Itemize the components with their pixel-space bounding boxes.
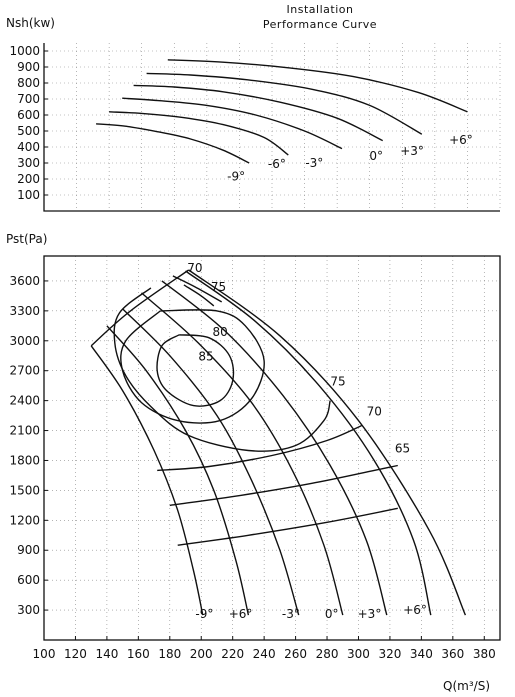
pressure-x-tick-label: 260 [284,647,308,661]
pressure-x-tick-label: 180 [158,647,182,661]
power-curve-label: -9° [227,169,246,184]
efficiency-curve [170,466,398,506]
pressure-x-tick-label: 360 [441,647,465,661]
pressure-y-tick-label: 3000 [9,333,40,348]
header-title-line2: Performance Curve [262,18,378,31]
efficiency-label: 75 [330,374,346,389]
pressure-y-tick-label: 1800 [9,453,40,468]
efficiency-label: 65 [394,441,411,456]
power-y-tick-label: 500 [17,124,40,138]
pressure-y-tick-label: 3300 [9,303,40,318]
pressure-y-tick-label: 900 [17,543,40,558]
power-curve-label: -6° [267,156,286,171]
pressure-y-tick-label: 3600 [9,273,40,288]
power-y-tick-label: 800 [17,76,40,90]
pressure-y-tick-label: 2400 [9,393,40,408]
efficiency-label: 70 [366,404,382,419]
pressure-curve-label: +6° [403,603,427,618]
efficiency-label: 70 [187,260,203,275]
pressure-x-tick-label: 300 [347,647,370,661]
pressure-curve-label: -3° [281,607,300,622]
pressure-x-axis-label: Q(m³/S) [443,679,490,693]
power-y-tick-label: 600 [17,108,40,122]
pressure-curve-label: 0° [324,607,339,622]
power-chart [6,16,500,211]
pressure-x-tick-label: 340 [409,647,433,661]
pressure-y-tick-label: 1200 [9,513,40,528]
efficiency-curve [157,426,361,471]
power-grid [44,43,500,211]
pressure-y-tick-label: 2700 [9,363,40,378]
pressure-x-tick-label: 220 [221,647,245,661]
pressure-grid [44,256,500,640]
power-y-axis-label: Nsh(kw) [6,16,55,30]
pressure-x-tick-label: 160 [126,647,150,661]
efficiency-label: 75 [210,279,227,294]
power-y-tick-label: 700 [17,92,40,106]
pressure-x-tick-label: 320 [378,647,402,661]
pressure-x-tick-label: 280 [315,647,339,661]
pressure-y-axis-label: Pst(Pa) [6,232,48,246]
power-curve-label: 0° [369,148,384,163]
power-y-tick-label: 900 [17,60,40,74]
power-curve-label: -3° [305,156,324,170]
power-y-tick-label: 1000 [9,44,40,58]
pressure-curve [91,346,203,615]
power-curve-label: +6° [449,132,473,147]
power-curve [96,124,249,163]
efficiency-curve [178,508,398,545]
power-curve [109,112,288,155]
power-y-tick-label: 300 [17,156,40,170]
pressure-x-tick-label: 140 [95,647,119,661]
efficiency-label: 85 [198,349,214,364]
power-curve-label: +3° [400,144,424,158]
pressure-y-tick-label: 300 [17,603,40,618]
pressure-curve-label: +6° [228,607,253,622]
header-title-line1: Installation [286,3,354,16]
power-curve [122,98,342,148]
pressure-curve-label: -9° [195,607,214,622]
envelope-left [91,270,189,346]
efficiency-label: 80 [212,324,228,339]
pressure-y-tick-label: 600 [17,573,40,588]
pressure-chart [6,232,500,693]
pressure-x-tick-label: 240 [252,647,276,661]
power-curve [168,60,468,112]
power-curve [134,85,383,140]
power-y-tick-label: 400 [17,140,40,154]
pressure-y-tick-label: 1500 [9,483,40,498]
envelope-right [189,270,466,618]
pressure-x-tick-label: 120 [63,647,87,661]
pressure-x-tick-label: 100 [32,647,56,661]
pressure-curve-label: +3° [357,607,382,622]
power-y-tick-label: 200 [17,172,40,186]
pressure-curve [142,293,346,615]
pressure-curve [107,326,249,615]
pressure-frame [44,256,500,640]
pressure-x-tick-label: 200 [189,647,213,661]
power-y-tick-label: 100 [17,188,40,202]
pressure-x-tick-label: 380 [472,647,496,661]
pressure-y-tick-label: 2100 [9,423,40,438]
